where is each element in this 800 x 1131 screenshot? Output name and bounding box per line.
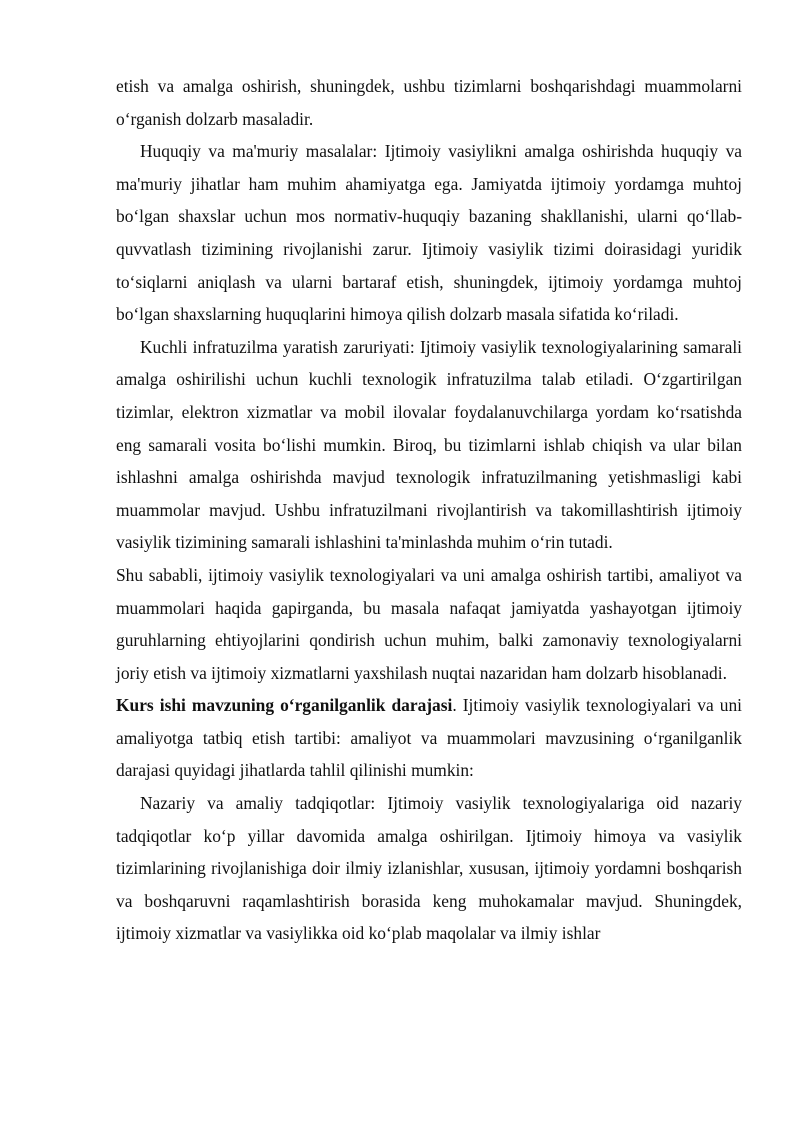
paragraph-research: Nazariy va amaliy tadqiqotlar: Ijtimoiy vasiylik texnologiyalariga oid nazariy tadqiqotlar ko‘p yillar davomida amalga oshirilgan. Ijtimoiy himoya va vasiylik tizimlarining rivojlanishiga doir ilmiy izlanishlar, xususan, ijtimoiy yordamni boshqarish va boshqaruvni raqamlashtirish borasida keng muhokamalar mavjud. Shuningdek, ijtimoiy xizmatlar va vasiylikka oid ko‘plab maqolalar va ilmiy ishlar [116,793,742,944]
document-page [116,70,742,950]
paragraph-conclusion: Shu sababli, ijtimoiy vasiylik texnologiyalari va uni amalga oshirish tartibi, amaliyot va muammolari haqida gapirganda, bu masala nafaqat jamiyatda yashayotgan ijtimoiy guruhlarning ehtiyojlarini qondirish uchun muhim, balki zamonaviy texnologiyalarni joriy etish va ijtimoiy xizmatlarni yaxshilash nuqtai nazaridan ham dolzarb hisoblanadi. [116,564,742,683]
section-heading-text: . Ijtimoiy vasiylik texnologiyalari va uni amaliyotga tatbiq etish tartibi: amaliyot va muammolari mavzusining o‘rganilganlik darajasi quyidagi jihatlarda tahlil qilinishi mumkin: [116,695,743,781]
section-heading: Kurs ishi mavzuning o‘rganilganlik darajasi [116,695,453,716]
paragraph-legal-issues: Huquqiy va ma'muriy masalalar: Ijtimoiy vasiylikni amalga oshirishda huquqiy va ma'muriy jihatlar ham muhim ahamiyatga ega. Jamiyatda ijtimoiy yordamga muhtoj bo‘lgan shaxslar uchun mos normativ-huquqiy bazaning shakllanishi, ularni qo‘llab-quvvatlash tizimining rivojlanishi zarur. Ijtimoiy vasiylik tizimi doirasidagi yuridik to‘siqlarni aniqlash va ularni bartaraf etish, shuningdek, ijtimoiy yordamga muhtoj bo‘lgan shaxslarning huquqlarini himoya qilish dolzarb masala sifatida ko‘riladi. [116,141,742,325]
paragraph-continuation: etish va amalga oshirish, shuningdek, ushbu tizimlarni boshqarishdagi muammolarni o‘rganish dolzarb masaladir. [116,76,742,129]
paragraph-study-level [116,689,742,787]
paragraph-infrastructure: Kuchli infratuzilma yaratish zaruriyati: Ijtimoiy vasiylik texnologiyalarining samarali amalga oshirilishi uchun kuchli texnologik infratuzilma talab etiladi. O‘zgartirilgan tizimlar, elektron xizmatlar va mobil ilovalar foydalanuvchilarga yordam ko‘rsatishda eng samarali vosita bo‘lishi mumkin. Biroq, bu tizimlarni ishlab chiqish va ular bilan ishlashni amalga oshirishda mavjud texnologik infratuzilmaning yetishmasligi kabi muammolar mavjud. Ushbu infratuzilmani rivojlantirish va takomillashtirish ijtimoiy vasiylik tizimining samarali ishlashini ta'minlashda muhim o‘rin tutadi. [116,336,742,553]
